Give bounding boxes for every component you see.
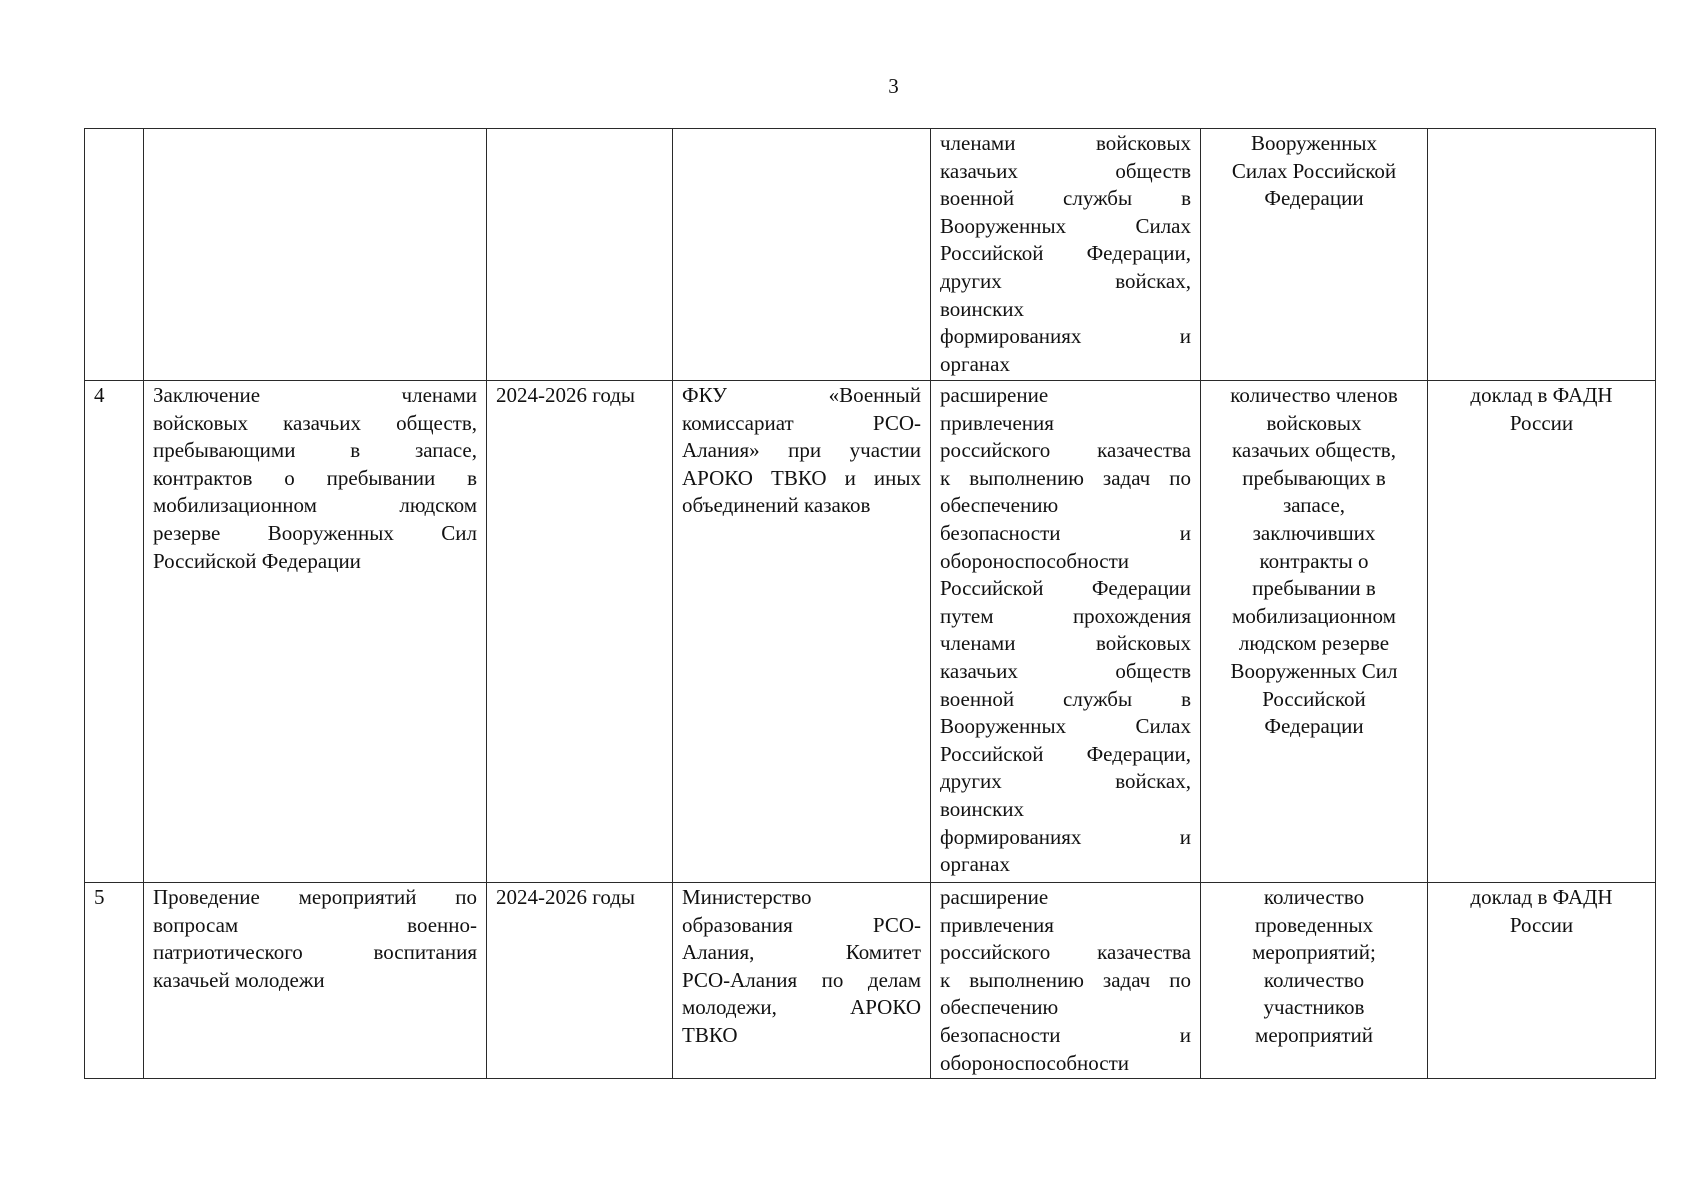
- cell-line: органах: [940, 351, 1010, 376]
- cell-line: Министерство: [682, 885, 812, 909]
- result-cell: [931, 883, 1201, 1079]
- cell-line: доклад в ФАДН: [1470, 383, 1613, 407]
- row-number-cell: [85, 129, 144, 381]
- cell-line: военной службы в: [940, 686, 1191, 711]
- cell-line: комиссариат РСО-: [682, 410, 921, 435]
- cell-line: обеспечению: [940, 995, 1059, 1020]
- period-cell: [487, 381, 673, 883]
- cell-line: формированиях и: [940, 324, 1191, 349]
- row-number: 4: [94, 383, 105, 407]
- cell-line: пребывании в: [1252, 576, 1376, 601]
- cell-line: контракты о: [1259, 548, 1369, 573]
- cell-line: обороноспособности: [940, 548, 1130, 573]
- cell-line: воинских: [940, 796, 1025, 821]
- row-number: 5: [94, 885, 105, 909]
- cell-line: мобилизационном: [1232, 603, 1396, 628]
- executor-cell: [673, 883, 931, 1079]
- cell-line: Проведение мероприятий по: [153, 885, 477, 909]
- row-number-cell: [85, 883, 144, 1079]
- table-row: [85, 129, 1656, 381]
- cell-line: казачьих обществ: [940, 158, 1191, 183]
- cell-line: Заключение членами: [153, 383, 477, 407]
- activity-cell: [144, 129, 487, 381]
- cell-line: привлечения: [940, 912, 1054, 937]
- cell-line: российского казачества: [940, 438, 1191, 463]
- cell-line: доклад в ФАДН: [1470, 885, 1613, 909]
- cell-line: Российской: [1262, 686, 1366, 711]
- cell-line: объединений казаков: [682, 493, 871, 518]
- cell-line: запасе,: [1282, 493, 1346, 518]
- cell-line: ТВКО: [682, 1022, 738, 1047]
- cell-line: других войсках,: [940, 769, 1191, 794]
- cell-line: пребывающими в запасе,: [153, 438, 477, 463]
- report-cell: [1428, 381, 1656, 883]
- cell-line: обеспечению: [940, 493, 1059, 518]
- period-cell: [487, 129, 673, 381]
- cell-line: других войсках,: [940, 268, 1191, 293]
- cell-line: РСО-Алания по делам: [682, 967, 921, 992]
- row-number-cell: [85, 381, 144, 883]
- cell-line: расширение: [940, 383, 1049, 407]
- cell-line: количество: [1263, 967, 1365, 992]
- cell-line: Вооруженных: [1250, 131, 1378, 155]
- table-body: [85, 129, 1656, 1079]
- cell-line: Алания» при участии: [682, 438, 921, 463]
- cell-line: резерве Вооруженных Сил: [153, 520, 477, 545]
- cell-line: патриотического воспитания: [153, 940, 477, 965]
- cell-line: обороноспособности: [940, 1050, 1130, 1075]
- cell-line: войсковых казачьих обществ,: [153, 410, 477, 435]
- cell-line: участников: [1263, 995, 1365, 1020]
- result-cell: [931, 129, 1201, 381]
- cell-line: безопасности и: [940, 1022, 1191, 1047]
- cell-line: военной службы в: [940, 186, 1191, 211]
- cell-line: мероприятий;: [1252, 940, 1376, 965]
- cell-line: проведенных: [1254, 912, 1374, 937]
- cell-line: контрактов о пребывании в: [153, 465, 477, 490]
- cell-line: АРОКО ТВКО и иных: [682, 465, 921, 490]
- cell-line: Вооруженных Сил: [1230, 658, 1398, 683]
- cell-line: к выполнению задач по: [940, 967, 1191, 992]
- cell-line: вопросам военно-: [153, 912, 477, 937]
- cell-line: казачьей молодежи: [153, 967, 325, 992]
- cell-line: Силах Российской: [1231, 158, 1397, 183]
- cell-line: России: [1509, 912, 1574, 937]
- cell-line: образования РСО-: [682, 912, 921, 937]
- cell-line: казачьих обществ: [940, 658, 1191, 683]
- executor-cell: [673, 129, 931, 381]
- cell-line: Федерации: [1264, 186, 1364, 211]
- cell-line: Российской Федерации,: [940, 741, 1191, 766]
- cell-line: путем прохождения: [940, 603, 1191, 628]
- cell-line: членами войсковых: [940, 631, 1191, 656]
- report-cell: [1428, 883, 1656, 1079]
- cell-line: Федерации: [1264, 714, 1364, 739]
- cell-line: к выполнению задач по: [940, 465, 1191, 490]
- cell-line: органах: [940, 852, 1010, 877]
- activity-cell: [144, 381, 487, 883]
- cell-line: Алания, Комитет: [682, 940, 921, 965]
- cell-line: России: [1509, 410, 1574, 435]
- cell-line: российского казачества: [940, 940, 1191, 965]
- cell-line: Российской Федерации,: [940, 241, 1191, 266]
- cell-line: молодежи, АРОКО: [682, 995, 921, 1020]
- cell-line: заключивших: [1252, 520, 1376, 545]
- cell-line: расширение: [940, 885, 1049, 909]
- cell-line: членами войсковых: [940, 131, 1191, 155]
- indicator-cell: [1201, 381, 1428, 883]
- cell-line: Российской Федерации: [153, 548, 361, 573]
- indicator-cell: [1201, 129, 1428, 381]
- period-cell: [487, 883, 673, 1079]
- cell-line: Вооруженных Силах: [940, 714, 1191, 739]
- cell-line: безопасности и: [940, 520, 1191, 545]
- cell-line: Вооруженных Силах: [940, 213, 1191, 238]
- cell-line: привлечения: [940, 410, 1054, 435]
- cell-line: мероприятий: [1255, 1022, 1373, 1047]
- cell-line: мобилизационном людском: [153, 493, 477, 518]
- page-number: 3: [888, 74, 899, 98]
- table-row: [85, 381, 1656, 883]
- cell-line: количество: [1263, 885, 1365, 909]
- cell-line: количество членов: [1230, 383, 1398, 407]
- report-cell: [1428, 129, 1656, 381]
- cell-line: казачьих обществ,: [1232, 438, 1396, 463]
- cell-line: воинских: [940, 296, 1025, 321]
- cell-line: войсковых: [1266, 410, 1362, 435]
- period-text: 2024-2026 годы: [496, 885, 636, 909]
- cell-line: пребывающих в: [1242, 465, 1386, 490]
- cell-line: Российской Федерации: [940, 576, 1191, 601]
- period-text: 2024-2026 годы: [496, 383, 636, 407]
- cell-line: людском резерве: [1238, 631, 1390, 656]
- cell-line: ФКУ «Военный: [682, 383, 921, 407]
- cell-line: формированиях и: [940, 824, 1191, 849]
- activity-cell: [144, 883, 487, 1079]
- table-row: [85, 883, 1656, 1079]
- executor-cell: [673, 381, 931, 883]
- plan-table: [84, 128, 1656, 1079]
- result-cell: [931, 381, 1201, 883]
- indicator-cell: [1201, 883, 1428, 1079]
